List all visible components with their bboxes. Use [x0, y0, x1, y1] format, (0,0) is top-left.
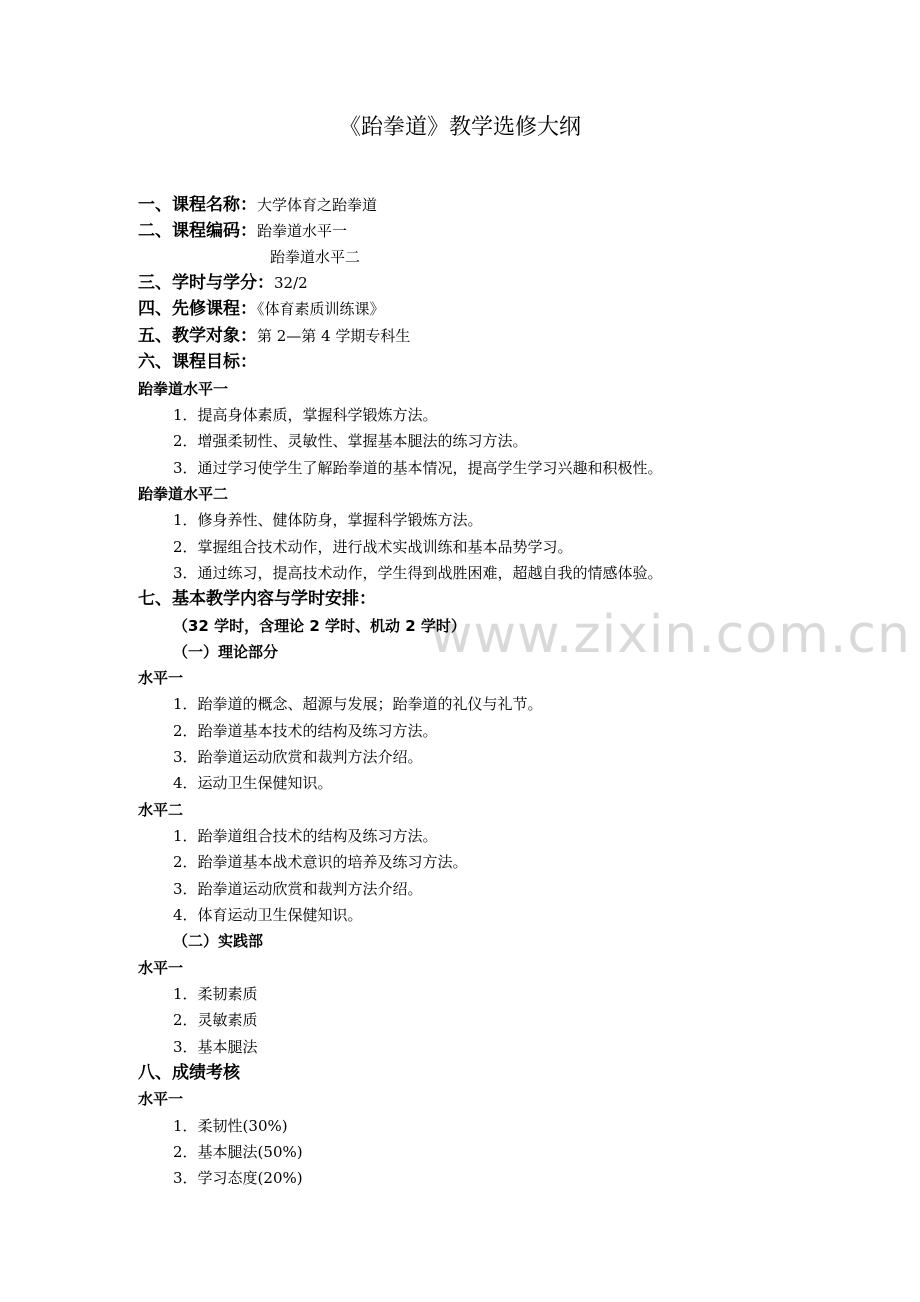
section-value: 跆拳道水平一 [257, 222, 348, 240]
subheading: 水平一 [138, 959, 184, 977]
section-label: 一、课程名称： [138, 195, 257, 215]
watermark: www.zixin.com.cn [430, 605, 911, 665]
section-course-name [138, 195, 377, 215]
list-item: 1．柔韧性(30%) [173, 1117, 288, 1135]
section-assessment: 八、成绩考核 [138, 1063, 240, 1083]
list-item: 1．修身养性、健体防身，掌握科学锻炼方法。 [173, 511, 483, 529]
section-objectives: 六、课程目标： [138, 352, 257, 372]
list-item: 1．提高身体素质，掌握科学锻炼方法。 [173, 406, 438, 424]
section-audience [138, 326, 410, 346]
list-item: 1．柔韧素质 [173, 985, 258, 1003]
section-note: （32 学时，含理论 2 学时、机动 2 学时） [173, 617, 466, 635]
list-item: 3．跆拳道运动欣赏和裁判方法介绍。 [173, 748, 423, 766]
section-value: 32/2 [274, 274, 308, 292]
section-value: 大学体育之跆拳道 [257, 196, 378, 214]
section-content: 七、基本教学内容与学时安排： [138, 589, 376, 609]
section-label: 四、先修课程： [138, 299, 257, 319]
section-value: 第 2—第 4 学期专科生 [257, 327, 411, 345]
subheading: （二）实践部 [173, 932, 264, 950]
list-item: 4．运动卫生保健知识。 [173, 774, 333, 792]
subheading: 跆拳道水平二 [138, 485, 229, 503]
list-item: 1．跆拳道组合技术的结构及练习方法。 [173, 827, 438, 845]
section-value: 《体育素质训练课》 [257, 300, 385, 318]
list-item: 3．学习态度(20%) [173, 1169, 303, 1187]
section-label: 二、课程编码： [138, 221, 257, 241]
section-hours-credits [138, 273, 308, 293]
section-label: 三、学时与学分： [138, 273, 274, 293]
list-item: 3．通过学习使学生了解跆拳道的基本情况，提高学生学习兴趣和积极性。 [173, 459, 663, 477]
list-item: 2．掌握组合技术动作，进行战术实战训练和基本品势学习。 [173, 538, 573, 556]
section-label: 五、教学对象： [138, 326, 257, 346]
subheading: 水平一 [138, 1090, 184, 1108]
list-item: 3．跆拳道运动欣赏和裁判方法介绍。 [173, 880, 423, 898]
list-item: 3．基本腿法 [173, 1038, 258, 1056]
list-item: 2．基本腿法(50%) [173, 1143, 303, 1161]
subheading: 水平一 [138, 669, 184, 687]
section-value-second: 跆拳道水平二 [270, 248, 361, 266]
list-item: 3．通过练习，提高技术动作，学生得到战胜困难，超越自我的情感体验。 [173, 564, 663, 582]
list-item: 4．体育运动卫生保健知识。 [173, 906, 363, 924]
list-item: 2．跆拳道基本技术的结构及练习方法。 [173, 722, 438, 740]
list-item: 2．增强柔韧性、灵敏性、掌握基本腿法的练习方法。 [173, 432, 528, 450]
section-course-code [138, 221, 347, 241]
subheading: 水平二 [138, 801, 184, 819]
list-item: 1．跆拳道的概念、超源与发展；跆拳道的礼仪与礼节。 [173, 695, 543, 713]
list-item: 2．跆拳道基本战术意识的培养及练习方法。 [173, 853, 468, 871]
list-item: 2．灵敏素质 [173, 1011, 258, 1029]
subheading: （一）理论部分 [173, 643, 279, 661]
section-prerequisite [138, 299, 385, 319]
subheading: 跆拳道水平一 [138, 380, 229, 398]
page-title: 《跆拳道》教学选修大纲 [338, 115, 581, 140]
